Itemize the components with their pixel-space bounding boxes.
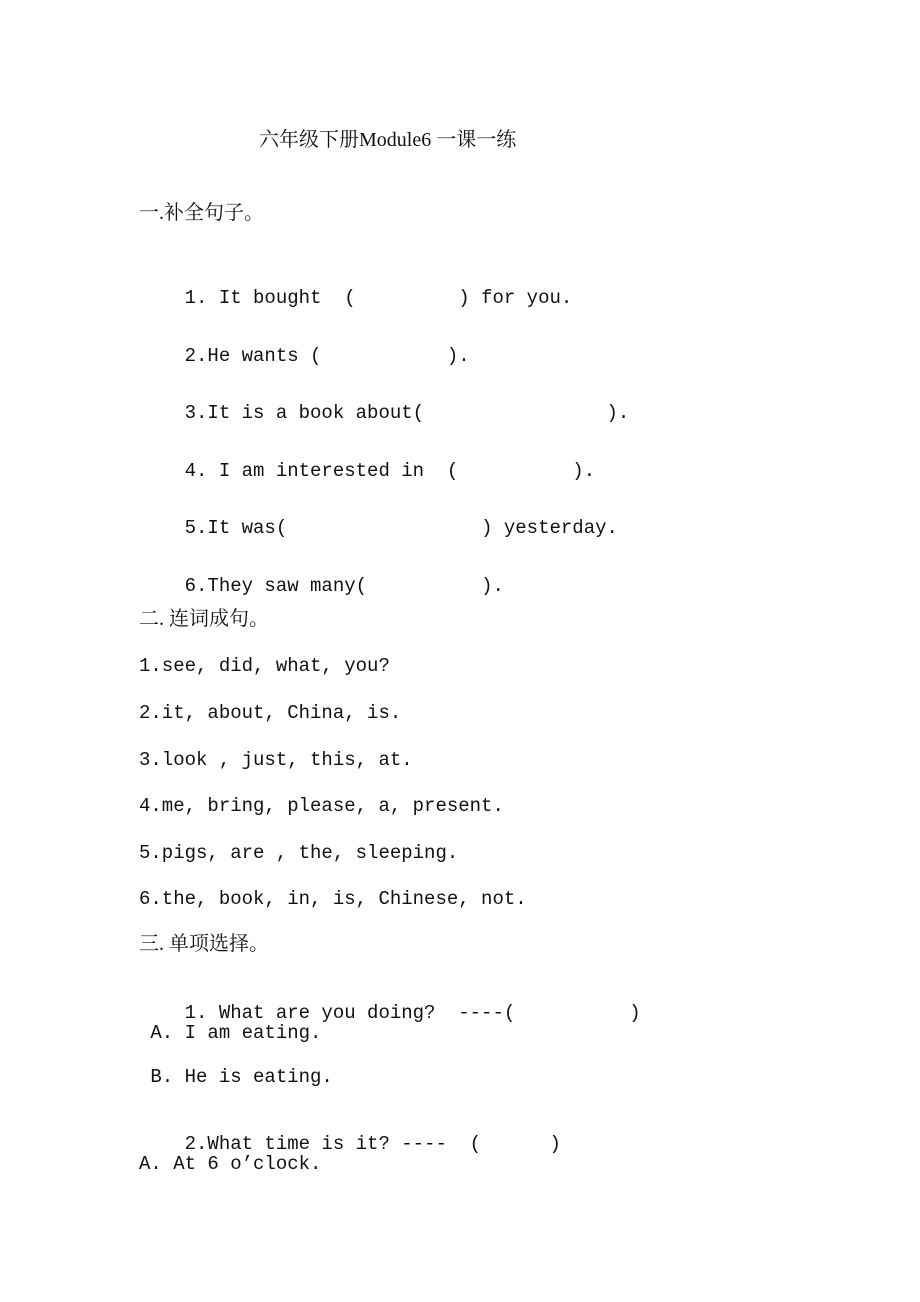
word-order-item-6: 6.the, book, in, is, Chinese, not. [139, 888, 527, 910]
item-text-after: ). [572, 460, 596, 482]
answer-blank[interactable] [287, 516, 481, 540]
question-stem: 1. What are you doing? ----( [184, 1002, 516, 1024]
word-order-item-4: 4.me, bring, please, a, present. [139, 795, 504, 817]
section-heading-fill-in: 一.补全句子。 [139, 202, 264, 224]
word-order-item-2: 2.it, about, China, is. [139, 702, 402, 724]
item-text-before: 2.He wants ( [184, 345, 322, 367]
word-order-item-5: 5.pigs, are , the, sleeping. [139, 842, 459, 864]
choice-option-1b: B. He is eating. [139, 1066, 333, 1088]
item-text-after: ). [606, 402, 630, 424]
word-order-item-3: 3.look , just, this, at. [139, 749, 413, 771]
answer-blank[interactable] [356, 286, 459, 310]
item-text-before: 4. I am interested in ( [184, 460, 459, 482]
question-stem: 2.What time is it? ---- ( [184, 1133, 482, 1155]
answer-blank[interactable] [321, 344, 446, 368]
answer-blank[interactable] [424, 401, 606, 425]
question-stem-end: ) [549, 1133, 561, 1155]
answer-blank[interactable] [458, 459, 572, 483]
word-order-item-1: 1.see, did, what, you? [139, 655, 390, 677]
item-text-after: ) for you. [458, 287, 573, 309]
section-heading-multiple-choice: 三. 单项选择。 [139, 933, 269, 955]
answer-blank[interactable] [367, 574, 481, 598]
item-text-before: 1. It bought ( [184, 287, 356, 309]
choice-option-1a: A. I am eating. [139, 1022, 322, 1044]
question-stem-end: ) [629, 1002, 641, 1024]
choice-option-2a: A. At 6 o’clock. [139, 1153, 322, 1175]
item-text-before: 3.It is a book about( [184, 402, 425, 424]
item-text-before: 6.They saw many( [184, 575, 368, 597]
section-heading-word-order: 二. 连词成句。 [139, 608, 269, 630]
item-text-before: 5.It was( [184, 517, 288, 539]
page-title: 六年级下册Module6 一课一练 [259, 129, 517, 151]
item-text-after: ). [481, 575, 504, 597]
answer-blank[interactable] [515, 1001, 629, 1025]
item-text-after: ). [446, 345, 470, 367]
item-text-after: ) yesterday. [481, 517, 618, 539]
answer-blank[interactable] [481, 1132, 549, 1156]
